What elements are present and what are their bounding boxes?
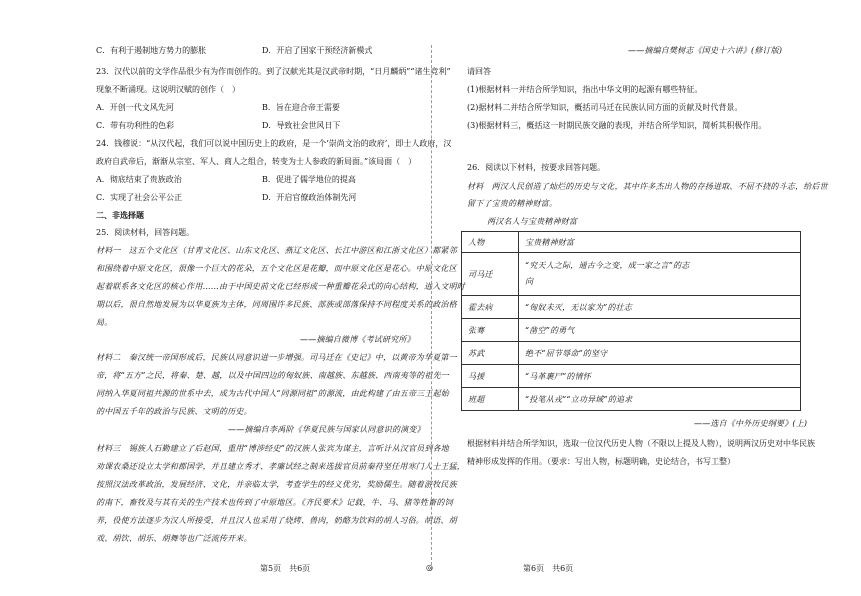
m2-line: 的中国五千年的政治与民族、文明的历史。 [96, 407, 252, 416]
table-source: ——选自《中外历史纲要》(上) [694, 419, 808, 428]
table-row [462, 365, 801, 388]
q24-option-d: D．开启官僚政治体制先河 [262, 193, 357, 202]
page-number-left: 第5页 共6页 [260, 564, 311, 573]
table-cell-person: 马援 [462, 365, 519, 388]
table-cell-spirit: “投笔从戎”“立功异域”的追求 [519, 388, 801, 411]
table-row [462, 342, 801, 365]
q23-stem-2: 现象不断涌现。这说明汉赋的创作（ ） [96, 85, 240, 94]
m1-line: 期以后，很自然地发展为以华夏族为主体，同周围许多民族、部族或部落保持不同程度关系的政治格 [96, 300, 457, 309]
m3-line: 材料三 锡族人石勤建立了后赵国，重用“博涉经史”的汉族人张宾为谋主，言听计从汉官员到各地 [96, 444, 449, 453]
q24-stem-1: 24．钱穆说：“从汉代起，我们可以说中国历史上的政府，是一个‘崇尚文治的政府’，即士人政府，汉 [96, 139, 452, 148]
table-row [462, 319, 801, 342]
table-cell-person: 张骞 [462, 319, 519, 342]
page-number-right: 第6页 共6页 [523, 564, 574, 573]
table-cell-spirit-line: “究天人之际，通古今之变，成一家之言”的志 [525, 261, 690, 270]
table-header-spirit: 宝贵精神财富 [519, 232, 801, 253]
section-heading: 二、非选择题 [96, 210, 144, 220]
ask-3: (3)根据材料三，概括这一时期民族交融的表现，并结合所学知识，简析其积极作用。 [467, 121, 767, 130]
m3-source: ——摘编自樊树志《国史十六讲》(修订版) [628, 46, 783, 55]
q23-option-c: C．带有功利性的色彩 [96, 121, 175, 130]
center-mark: ◎ [426, 563, 433, 572]
q23-option-d: D．导致社会世风日下 [262, 121, 341, 130]
q26-material-2: 留下了宝贵的精神财富。 [467, 199, 558, 208]
table-header-row [462, 232, 801, 253]
table-cell-person: 苏武 [462, 342, 519, 365]
table-cell-spirit-line: 向 [525, 277, 534, 286]
q23-stem-1: 23．汉代以前的文学作品很少有为作而创作的。到了汉献光其是汉武帝时期，“日月麟炳”“诸生竞利” [96, 67, 451, 76]
table-cell-spirit [519, 253, 801, 296]
q22-option-c: C．有利于遏制地方势力的膨胀 [96, 46, 207, 55]
m3-line: 按照汉法改革政治，发展经济、文化，并亲临太学，考查学生的经义优劣，奖励儒生。随着游牧民族 [96, 480, 457, 489]
m3-line: 劝课农桑还设立太学和郡国学，并且建立秀才、孝廉试经之制来选拔官员前秦苻坚任用寒门人士王猛， [96, 462, 465, 471]
q22-option-d: D．开启了国家干预经济新模式 [262, 46, 373, 55]
m2-line: 帝，将“五方”之民，将秦、楚、越，以及中国四边的匈奴族、南越族、东越族、西南夷等的祖先一 [96, 371, 449, 380]
table-cell-spirit: “凿空”的勇气 [519, 319, 801, 342]
ask-1: (1)根据材料一并结合所学知识，指出中华文明的起源有哪些特征。 [467, 85, 703, 94]
table-row [462, 253, 801, 296]
table-cell-spirit: 绝不“屈节辱命”的坚守 [519, 342, 801, 365]
table-header-person: 人物 [462, 232, 519, 253]
table-cell-spirit: “马革裹尸”的情怀 [519, 365, 801, 388]
m3-line: 戏、胡饮、胡乐、胡舞等也广泛流传开来。 [96, 534, 252, 543]
m1-line: 材料一 这五个文化区（甘青文化区、山东文化区、燕辽文化区、长江中游区和江浙文化区）都紧邻 [96, 246, 457, 255]
q24-stem-2: 政府自武帝后，渐渐从宗室、军人、商人之组合，转变为士人参政的新局面。”该局面（ ） [96, 157, 417, 166]
q25-stem: 25．阅读材料，回答问题。 [96, 228, 195, 237]
m1-line: 起着联系各文化区的核心作用……由于中国史前文化已经形成一种重瓣花朵式的向心结构，进入文明时 [96, 282, 465, 291]
q26-material-1: 材料 两汉人民创造了灿烂的历史与文化，其中许多杰出人物的存扬进取、不屈不挠的斗志，给后世 [467, 182, 828, 191]
q23-option-a: A．开创一代文风先河 [96, 103, 174, 112]
famous-people-table [461, 231, 801, 411]
q24-option-a: A．彻底结束了贵族政治 [96, 175, 182, 184]
table-cell-person: 司马迁 [462, 253, 519, 296]
table-cell-person: 霍去病 [462, 296, 519, 319]
q26-ask-2: 精神形成发挥的作用。（要求：写出人物，标题明确，史论结合，书写工整） [467, 457, 735, 466]
q26-ask-1: 根据材料并结合所学知识，选取一位汉代历史人物（不限以上提及人物），说明两汉历史对中华民族 [467, 439, 815, 448]
table-row [462, 296, 801, 319]
table-row [462, 388, 801, 411]
m2-line: 同纳入华夏同祖共源的世系中去，成为古代中国人“同源同祖”的源流，由此构建了由五帝三王起始 [96, 389, 449, 398]
m1-line: 和围绕着中原文化区，很像一个巨大的花朵，五个文化区是花瓣，而中原文化区是花心。中原文化区 [96, 264, 457, 273]
q24-option-c: C．实现了社会公平公正 [96, 193, 183, 202]
column-divider [431, 45, 432, 570]
table-cell-person: 班超 [462, 388, 519, 411]
m2-source: ——摘编自李禹阶《华夏民族与国家认同意识的演变》 [228, 425, 425, 434]
m3-line: 养，役使方法逐步为汉人所接受，并且汉人也采用了烧烤、兽肉，奶酪为饮料的胡人习俗。胡语、胡 [96, 516, 457, 525]
q26-stem: 26．阅读以下材料，按要求回答问题。 [467, 163, 606, 172]
m2-line: 材料二 秦汉统一帝国形成后，民族认同意识进一步增强。司马迁在《史记》中，以黄帝为华夏第一 [96, 353, 457, 362]
ask-2: (2)据材料二并结合所学知识，概括司马迁在民族认同方面的贡献及时代背景。 [467, 103, 743, 112]
table-cell-spirit: “匈奴未灭，无以家为”的壮志 [519, 296, 801, 319]
q23-option-b: B．旨在迎合帝王需要 [262, 103, 340, 112]
ask-heading: 请回答 [467, 67, 491, 76]
m3-line: 的南下，畜牧及与其有关的生产技术也传到了中原地区。《齐民要术》记载，牛、马、猪等牲畜的饲 [96, 498, 453, 507]
m1-source: ——摘编自微博《考试研究所》 [300, 335, 415, 344]
m1-line: 局。 [96, 318, 113, 327]
q24-option-b: B．促进了儒学地位的提高 [262, 175, 356, 184]
table-title: 两汉名人与宝贵精神财富 [487, 217, 578, 226]
